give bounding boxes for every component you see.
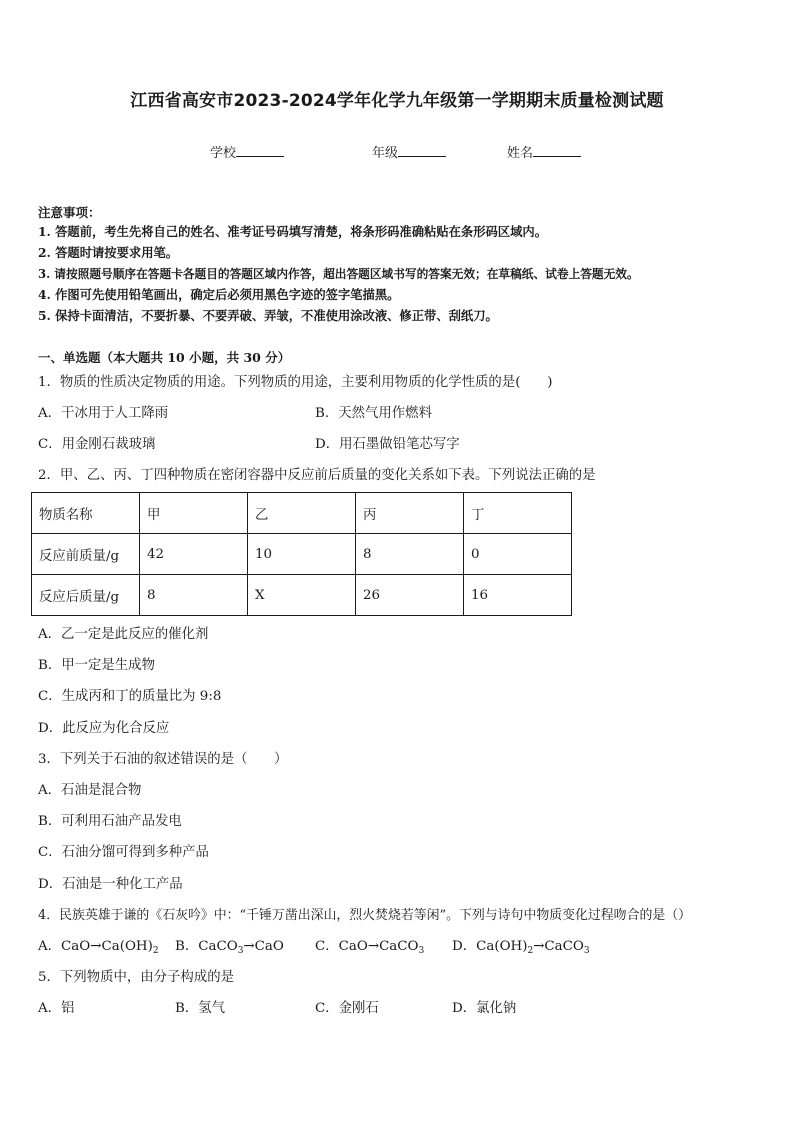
q3-option-b: B．可利用石油产品发电 [38,814,182,829]
table-cell: 反应前质量/g [32,534,140,575]
q4-option-d-text: D．Ca(OH) [452,939,528,954]
q2-option-a: A．乙一定是此反应的催化剂 [38,627,209,642]
notes-heading: 注意事项： [38,205,101,220]
table-cell: 8 [356,534,464,575]
table-cell: 丁 [464,493,572,534]
q5-option-d: D．氯化钠 [452,1001,517,1016]
grade-field [372,142,446,161]
q3-stem: 3．下列关于石油的叙述错误的是（ ） [38,752,288,767]
q1-stem: 1．物质的性质决定物质的用途。下列物质的用途，主要利用物质的化学性质的是( ) [38,375,553,390]
q5-option-c: C．金刚石 [315,1001,379,1016]
note-item: 1. 答题前，考生先将自己的姓名、准考证号码填写清楚，将条形码准确粘贴在条形码区域内。 [38,224,547,239]
table-row [32,534,572,575]
name-blank [533,144,581,157]
name-field [507,142,581,161]
school-label: 学校 [210,146,237,161]
q4-option-d-tail: →CaCO [533,939,584,954]
q1-option-c: C．用金刚石裁玻璃 [38,437,156,452]
table-cell: 10 [248,534,356,575]
q4-option-b-text: B．CaCO [175,939,238,954]
school-blank [236,144,284,157]
section-heading: 一、单选题（本大题共 10 小题，共 30 分） [38,350,291,365]
note-item: 4. 作图可先使用铅笔画出，确定后必须用黑色字迹的签字笔描黑。 [38,287,400,302]
grade-label: 年级 [372,146,399,161]
table-cell: 0 [464,534,572,575]
table-cell: 乙 [248,493,356,534]
q4-option-d [452,938,590,960]
table-cell: 反应后质量/g [32,575,140,616]
q2-stem: 2．甲、乙、丙、丁四种物质在密闭容器中反应前后质量的变化关系如下表。下列说法正确的是 [38,468,596,483]
note-item: 3. 请按照题号顺序在答题卡各题目的答题区域内作答，超出答题区域书写的答案无效；在草稿纸、试卷上答题无效。 [38,267,639,281]
q2-option-c: C．生成丙和丁的质量比为 9:8 [38,689,222,704]
q3-option-d: D．石油是一种化工产品 [38,877,183,892]
note-item: 2. 答题时请按要求用笔。 [38,245,179,260]
table-cell: 物质名称 [32,493,140,534]
table-cell: 丙 [356,493,464,534]
q4-option-a-sub: 2 [152,946,159,956]
q1-option-d: D．用石墨做铅笔芯写字 [315,437,460,452]
page-title: 江西省高安市2023-2024学年化学九年级第一学期期末质量检测试题 [130,91,664,111]
q2-option-d: D．此反应为化合反应 [38,721,170,736]
q4-option-a-text: A．CaO→Ca(OH) [38,939,153,954]
q4-option-b [175,938,284,960]
q4-option-d-sub2: 3 [583,946,590,956]
q4-option-b-tail: →CaO [243,939,284,954]
table-cell: 42 [140,534,248,575]
table-cell: 甲 [140,493,248,534]
q3-option-c: C．石油分馏可得到多种产品 [38,845,209,860]
notes-list [38,224,639,329]
q2-option-b: B．甲一定是生成物 [38,658,155,673]
table-cell: X [248,575,356,616]
table-row [32,575,572,616]
q5-option-b: B．氢气 [175,1001,226,1016]
q5-stem: 5．下列物质中，由分子构成的是 [38,970,234,985]
table-cell: 16 [464,575,572,616]
table-cell: 26 [356,575,464,616]
q4-option-d-sub: 2 [527,946,534,956]
q4-stem: 4．民族英雄于谦的《石灰吟》中：“千锤万凿出深山，烈火焚烧若等闲”。下列与诗句中物质变化过程吻合的是（） [38,908,692,923]
note-item: 5. 保持卡面清洁，不要折暴、不要弄破、弄皱，不准使用涂改液、修正带、刮纸刀。 [38,308,498,323]
q4-option-b-sub: 3 [237,946,244,956]
q4-option-c [315,938,424,960]
q4-option-c-text: C．CaO→CaCO [315,939,419,954]
q1-option-a: A．干冰用于人工降雨 [38,406,169,421]
q3-option-a: A．石油是混合物 [38,783,142,798]
school-field [210,142,284,161]
grade-blank [398,144,446,157]
q2-mass-table [31,492,572,616]
q5-option-a: A．铝 [38,1001,75,1016]
q1-option-b: B．天然气用作燃料 [315,406,432,421]
table-row [32,493,572,534]
q4-option-c-sub: 3 [418,946,425,956]
table-cell: 8 [140,575,248,616]
q4-option-a [38,938,159,960]
name-label: 姓名 [507,146,534,161]
